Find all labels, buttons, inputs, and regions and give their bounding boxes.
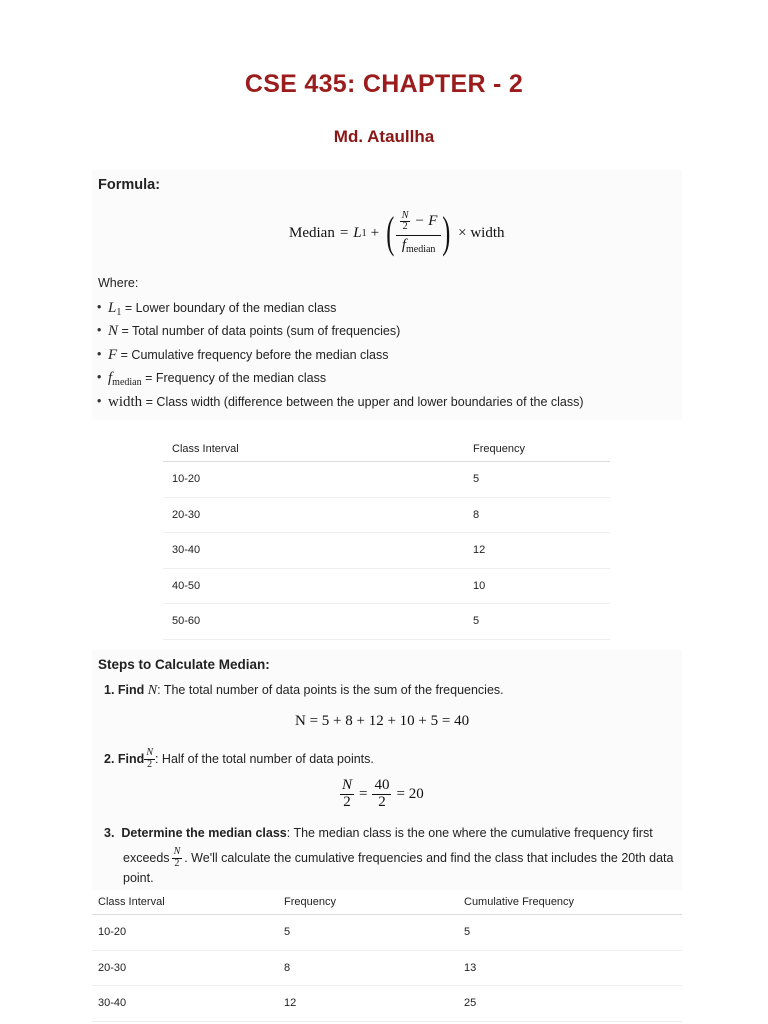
formula-denominator — [402, 236, 436, 256]
step-3-line-2: exceeds $\frac{N}{2}$ . We'll calculate the cumulative frequencies and find the class that includes the 20th data — [123, 846, 674, 869]
formula-plus: + — [370, 224, 380, 241]
right-paren-icon: ) — [442, 208, 451, 257]
step-3-bold: Determine the median class — [121, 826, 287, 840]
definition-item: • F = Cumulative frequency before the median class — [108, 347, 389, 364]
definition-item: • N = Total number of data points (sum of frequencies) — [108, 323, 400, 340]
definition-item: • width = Class width (difference between the upper and lower boundaries of the class) — [108, 394, 584, 411]
step-2-bold: Find — [117, 752, 145, 766]
step-1-bold: Find — [117, 683, 148, 697]
formula-minus-f: − F — [414, 212, 438, 229]
formula-two: 2 — [402, 221, 408, 233]
where-label: Where: — [98, 276, 139, 290]
table-row — [163, 604, 610, 640]
table-row — [163, 568, 610, 604]
definition-item: • $f_{median}$ = Frequency of the median class — [108, 370, 326, 388]
cell-frequency: 8 — [464, 497, 610, 533]
steps-heading: Steps to Calculate Median: — [98, 657, 270, 672]
formula-times-width: × width — [458, 224, 505, 241]
step-1-equation: N = 5 + 8 + 12 + 10 + 5 = 40 — [295, 713, 470, 729]
table-header-row — [92, 890, 682, 915]
n-over-2 — [400, 211, 411, 233]
cell-frequency: 5 — [464, 462, 610, 498]
formula-f-med: f — [401, 236, 406, 253]
cell-interval: 30-40 — [163, 533, 464, 569]
step-3-line-3: point. — [123, 871, 154, 885]
table-row — [163, 497, 610, 533]
formula-n: N — [401, 209, 409, 221]
frequency-table — [163, 437, 610, 640]
step-2-equation: $\frac{N}{2}$ = $\frac{40}{2}$ = 20 — [342, 777, 424, 810]
cell-frequency: 5 — [464, 604, 610, 640]
step-2-fraction: $\frac{N}{2}$ — [146, 747, 153, 770]
header-class-interval: Class Interval — [163, 437, 464, 462]
left-paren-icon: ( — [386, 208, 395, 257]
formula-fraction — [396, 211, 442, 256]
formula-lhs: Median — [289, 224, 335, 241]
cell-frequency: 5 — [278, 915, 458, 951]
formula-f-med-sub: median — [405, 243, 436, 255]
cell-interval: 20-30 — [163, 497, 464, 533]
cell-cumulative: 13 — [458, 950, 682, 986]
cell-cumulative: 5 — [458, 915, 682, 951]
cell-frequency: 12 — [464, 533, 610, 569]
page-title: CSE 435: CHAPTER - 2 — [244, 70, 524, 98]
table-row — [92, 915, 682, 951]
cumulative-frequency-table — [92, 890, 682, 1022]
cell-cumulative: 25 — [458, 986, 682, 1022]
step-1-text: : The total number of data points is the sum of the frequencies. — [157, 683, 504, 697]
median-formula — [289, 203, 505, 263]
definition-item: • $L_1$ = Lower boundary of the median class — [108, 300, 336, 318]
step-2-number: 2. — [104, 752, 115, 766]
cell-interval: 30-40 — [92, 986, 278, 1022]
table-row — [163, 462, 610, 498]
header-frequency: Frequency — [464, 437, 610, 462]
cell-frequency: 10 — [464, 568, 610, 604]
step-1-number: 1. — [104, 683, 115, 697]
step-2-text: : Half of the total number of data points. — [154, 752, 374, 766]
header-class-interval: Class Interval — [92, 890, 278, 915]
step-1-var: N — [147, 683, 158, 698]
cell-interval: 40-50 — [163, 568, 464, 604]
header-cumulative-frequency: Cumulative Frequency — [458, 890, 682, 915]
cell-frequency: 8 — [278, 950, 458, 986]
formula-equals: = — [339, 224, 349, 241]
cell-interval: 10-20 — [163, 462, 464, 498]
cell-interval: 20-30 — [92, 950, 278, 986]
table-row — [92, 950, 682, 986]
formula-l1: L — [353, 224, 362, 241]
cell-frequency: 12 — [278, 986, 458, 1022]
formula-l1-sub: 1 — [361, 227, 367, 239]
step-3-line-1: 3. Determine the median class: The median class is the one where the cumulative frequency first — [104, 826, 653, 840]
step-1 — [104, 683, 504, 699]
cell-interval: 50-60 — [163, 604, 464, 640]
step-3-number: 3. — [104, 826, 115, 840]
header-frequency: Frequency — [278, 890, 458, 915]
formula-numerator — [396, 211, 442, 236]
table-header-row — [163, 437, 610, 462]
table-row — [92, 986, 682, 1022]
step-3-fraction: $\frac{N}{2}$ — [173, 846, 181, 869]
step-2 — [104, 748, 374, 770]
cell-interval: 10-20 — [92, 915, 278, 951]
table-row — [163, 533, 610, 569]
formula-heading: Formula: — [98, 177, 161, 193]
author-name: Md. Ataullha — [333, 127, 435, 146]
